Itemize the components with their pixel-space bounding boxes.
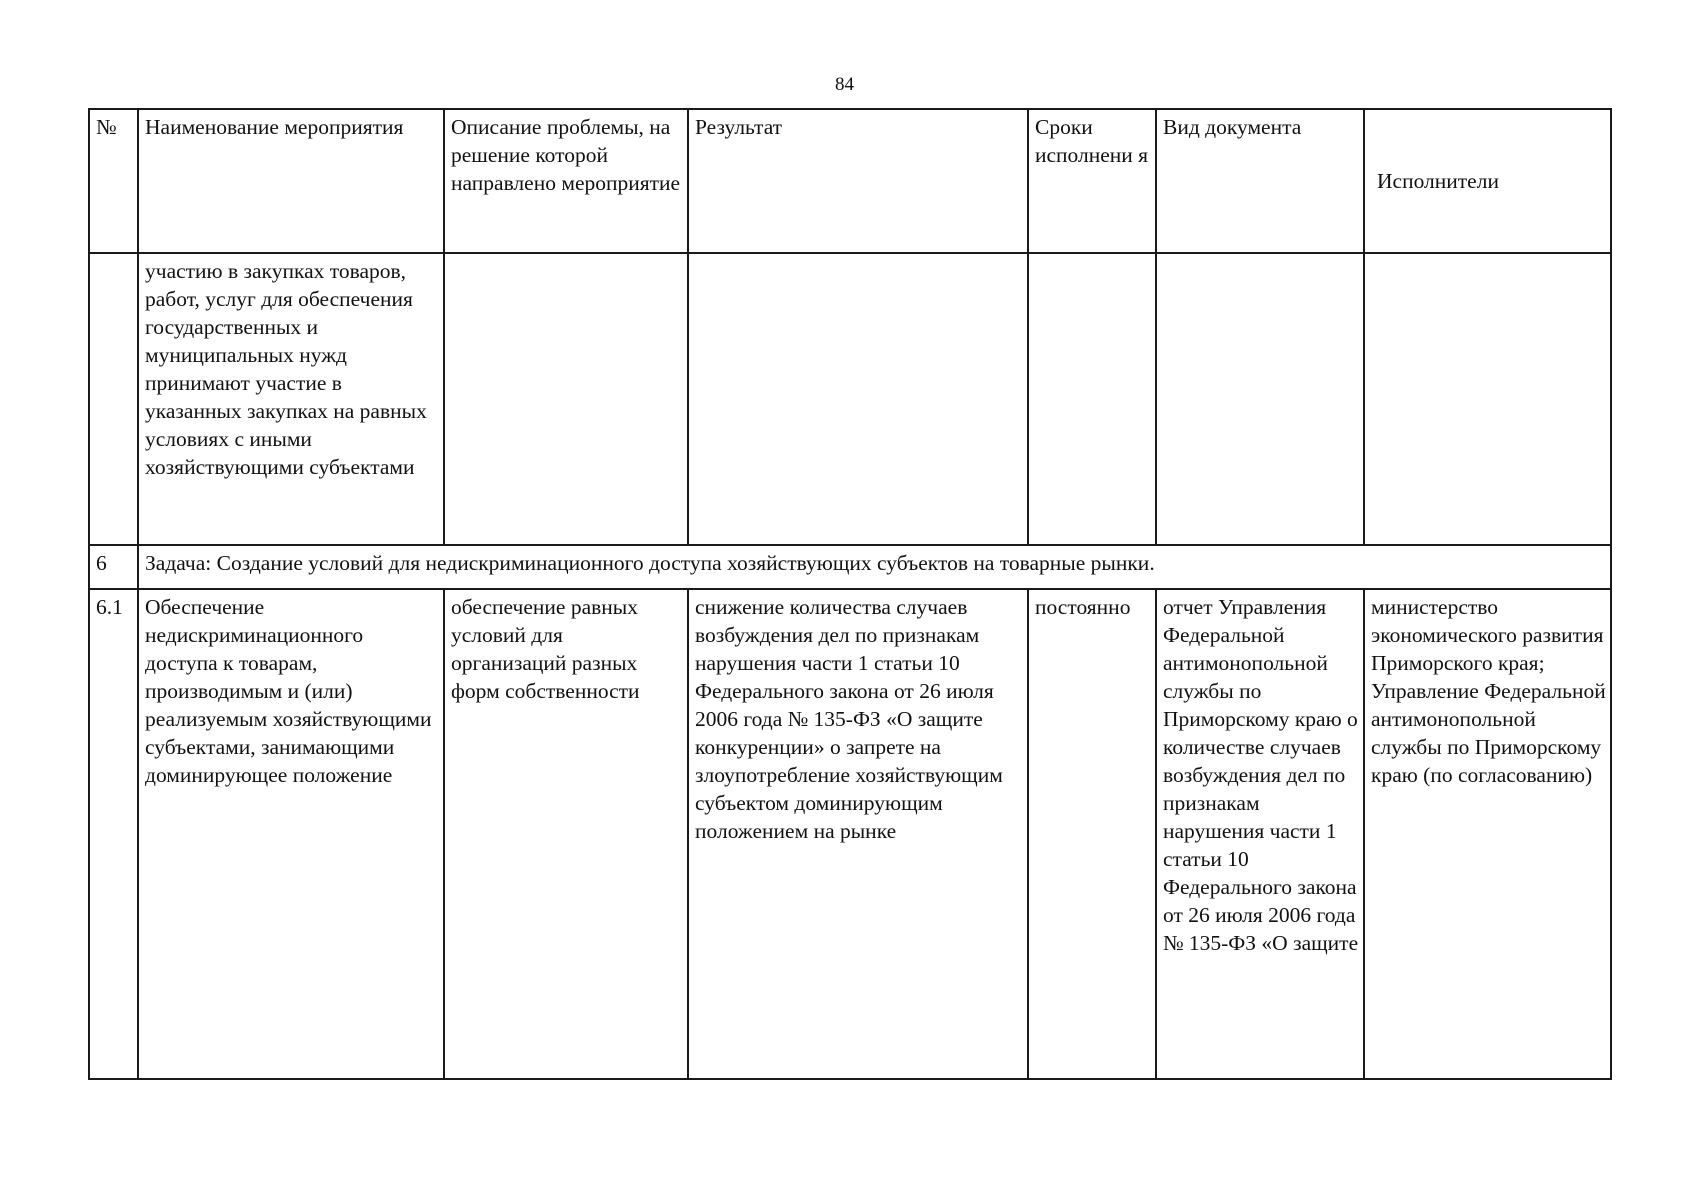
header-measure-name: Наименование мероприятия	[138, 109, 444, 253]
header-deadline: Сроки исполнени я	[1028, 109, 1156, 253]
cell-deadline	[1028, 253, 1156, 545]
task-title: Задача: Создание условий для недискриминационного доступа хозяйствующих субъектов на товарные рынки.	[138, 545, 1611, 589]
page-number: 84	[835, 74, 854, 95]
cell-problem-description	[444, 253, 688, 545]
header-document-type: Вид документа	[1156, 109, 1364, 253]
cell-number	[89, 253, 138, 545]
cell-result	[688, 253, 1028, 545]
cell-document-type	[1156, 253, 1364, 545]
task-number: 6	[89, 545, 138, 589]
header-problem-description: Описание проблемы, на решение которой направлено мероприятие	[444, 109, 688, 253]
measures-table	[88, 108, 1612, 1080]
header-result: Результат	[688, 109, 1028, 253]
table-row-task	[89, 545, 1611, 589]
table-header-row	[89, 109, 1611, 253]
cell-document-type: отчет Управления Федеральной антимонопольной службы по Приморскому краю о количестве случаев возбуждения дел по признакам нарушения части 1 статьи 10 Федерального закона от 26 июля 2006 года № 135-ФЗ «О защите	[1156, 589, 1364, 1079]
cell-executors: министерство экономического развития Приморского края; Управление Федеральной антимонопольной службы по Приморскому краю (по согласованию)	[1364, 589, 1611, 1079]
cell-executors	[1364, 253, 1611, 545]
cell-deadline: постоянно	[1028, 589, 1156, 1079]
header-number: №	[89, 109, 138, 253]
cell-number: 6.1	[89, 589, 138, 1079]
cell-measure-name: Обеспечение недискриминационного доступа к товарам, производимым и (или) реализуемым хозяйствующими субъектами, занимающими доминирующее положение	[138, 589, 444, 1079]
cell-measure-name: участию в закупках товаров, работ, услуг для обеспечения государственных и муниципальных нужд принимают участие в указанных закупках на равных условиях с иными хозяйствующими субъектами	[138, 253, 444, 545]
table-row-measure	[89, 589, 1611, 1079]
header-executors: Исполнители	[1364, 109, 1611, 253]
cell-result: снижение количества случаев возбуждения дел по признакам нарушения части 1 статьи 10 Федерального закона от 26 июля 2006 года № 135-ФЗ «О защите конкуренции» о запрете на злоупотребление хозяйствующим субъектом доминирующим положением на рынке	[688, 589, 1028, 1079]
table-row-continuation	[89, 253, 1611, 545]
cell-problem-description: обеспечение равных условий для организаций разных форм собственности	[444, 589, 688, 1079]
